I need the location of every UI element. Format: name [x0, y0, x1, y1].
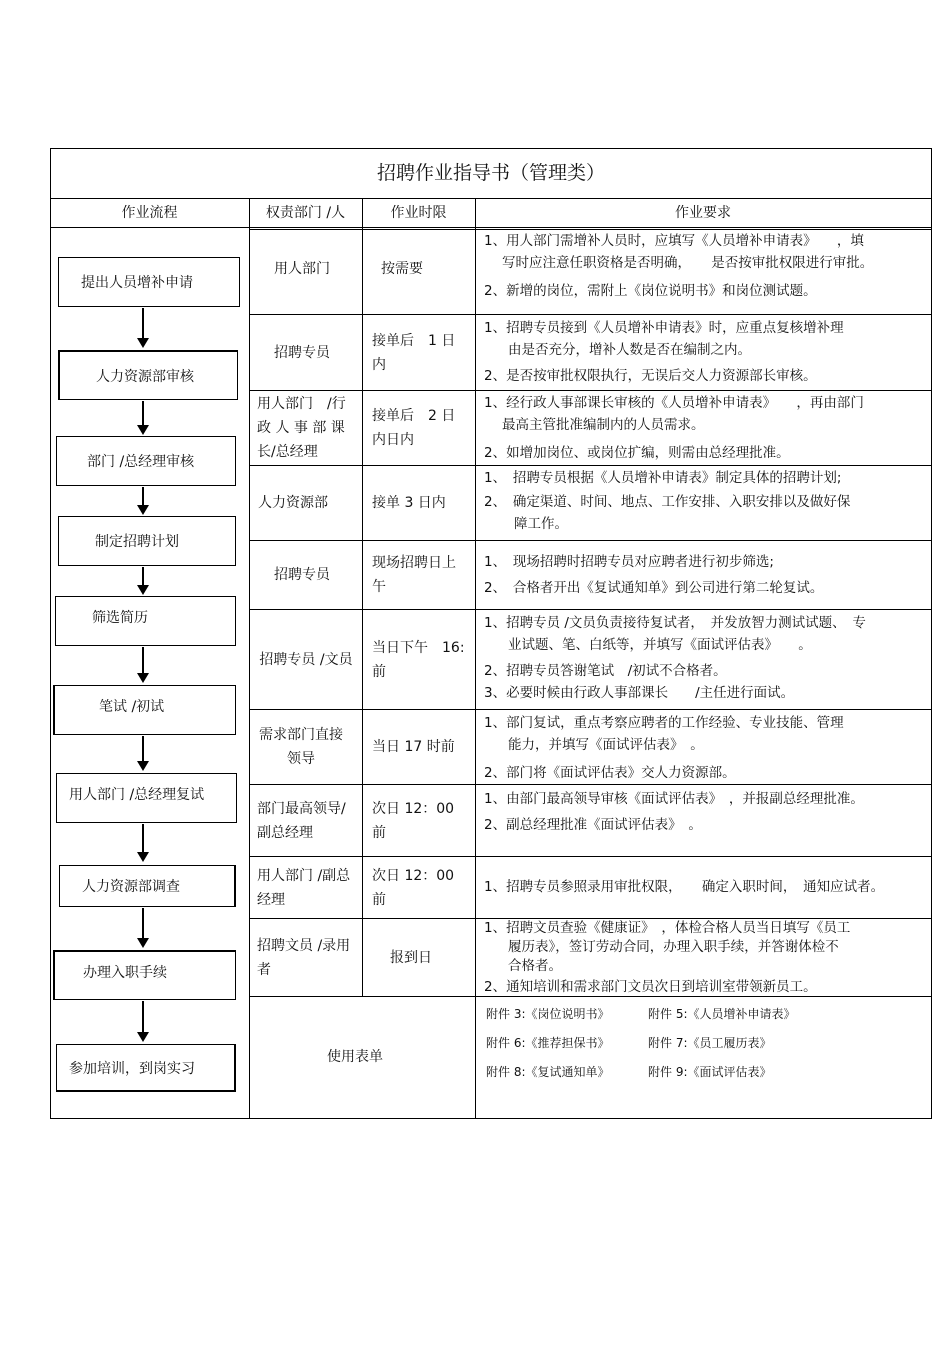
row-requirements: [484, 712, 924, 784]
row-dept: 招聘专员: [274, 567, 330, 583]
row-requirements: [484, 612, 924, 704]
flow-arrow-head: [137, 505, 149, 515]
flow-arrow-head: [137, 761, 149, 771]
row-time: 次日 12：00 前: [372, 800, 455, 841]
flow-step: 用人部门 /总经理复试: [56, 773, 237, 823]
flow-arrow-head: [137, 338, 149, 348]
col-line-1: [249, 199, 250, 1119]
flow-step: 提出人员增补申请: [58, 257, 240, 307]
row-time: 当日 17 时前: [372, 739, 455, 755]
req-line: 1、 现场招聘时招聘专员对应聘者进行初步筛选;: [484, 554, 774, 570]
attachment: 附件 8:《复试通知单》: [486, 1065, 610, 1079]
flow-arrow: [142, 736, 144, 763]
header-requirements: 作业要求: [675, 205, 731, 221]
flow-step: 人力资源部审核: [58, 350, 238, 400]
row-time: 接单 3 日内: [372, 495, 446, 511]
row-time: 接单后 1 日内: [372, 332, 456, 373]
row-requirements: [484, 317, 924, 387]
row-time: 当日下午 16: 前: [372, 639, 465, 680]
req-line: 1、用人部门需增补人员时，应填写《人员增补申请表》 ，填: [484, 233, 864, 249]
row-dept: 用人部门: [274, 261, 330, 277]
row-time: 接单后 2 日内日内: [372, 408, 456, 448]
row-dept: 部门最高领导/副总经理: [257, 800, 346, 841]
flow-arrow: [142, 908, 144, 940]
flow-arrow: [142, 1001, 144, 1034]
row-time: 次日 12：00 前: [372, 867, 455, 908]
row-requirements: [484, 919, 924, 997]
flow-arrow-head: [137, 852, 149, 862]
col-line-2: [362, 199, 363, 996]
req-line: 2、是否按审批权限执行，无误后交人力资源部长审核。: [484, 368, 817, 384]
row-time: 报到日: [390, 949, 432, 966]
header-flow: 作业流程: [121, 205, 178, 221]
table-border-right: [931, 148, 932, 1119]
req-line: 1、 招聘专员根据《人员增补申请表》制定具体的招聘计划;: [484, 470, 842, 486]
row-requirements: [484, 876, 924, 898]
row-dept: 用人部门 /副总经理: [257, 867, 351, 908]
req-line: 最高主管批准编制内的人员需求。: [502, 417, 705, 433]
page-title: 招聘作业指导书（管理类）: [376, 162, 605, 184]
flow-arrow: [142, 401, 144, 427]
flow-arrow-head: [137, 673, 149, 683]
row-sep: [249, 709, 932, 710]
flow-step: 部门 /总经理审核: [56, 436, 236, 486]
table-border-left: [50, 148, 51, 1119]
req-line: 1、招聘专员 /文员负责接待复试者， 并发放智力测试试题、 专: [484, 615, 866, 631]
flow-step: 笔试 /初试: [53, 685, 236, 735]
row-dept: 用人部门 /行政 人 事 部 课长/总经理: [257, 396, 346, 460]
req-line: 业试题、笔、白纸等，并填写《面试评估表》 。: [508, 637, 812, 653]
header-divider: [50, 227, 932, 228]
req-line: 障工作。: [514, 516, 568, 532]
row-requirements: [484, 230, 924, 302]
req-line: 2、部门将《面试评估表》交人力资源部。: [484, 765, 736, 781]
flow-arrow: [142, 567, 144, 587]
table-border-bottom: [50, 1118, 932, 1119]
req-line: 能力，并填写《面试评估表》 。: [508, 737, 704, 753]
header-dept: 权责部门 /人: [265, 205, 346, 221]
row-dept: 需求部门直接领导: [259, 727, 343, 767]
row-dept: 招聘文员 /录用者: [257, 937, 351, 978]
flow-arrow-head: [137, 938, 149, 948]
flow-arrow: [142, 308, 144, 340]
row-requirements: [484, 788, 924, 836]
row-dept: 招聘专员 /文员: [259, 651, 353, 668]
req-line: 2、副总经理批准《面试评估表》 。: [484, 817, 702, 833]
attachment: 附件 6:《推荐担保书》: [486, 1036, 610, 1050]
forms-label: 使用表单: [327, 1049, 383, 1065]
attachment: 附件 3:《岗位说明书》: [486, 1007, 610, 1021]
req-line: 2、新增的岗位，需附上《岗位说明书》和岗位测试题。: [484, 283, 817, 299]
row-time: 按需要: [381, 261, 423, 277]
flow-arrow-head: [137, 1032, 149, 1042]
flow-arrow-head: [137, 585, 149, 595]
flow-arrow: [142, 487, 144, 507]
row-dept: 人力资源部: [258, 495, 328, 511]
req-line: 写时应注意任职资格是否明确， 是否按审批权限进行审批。: [502, 255, 874, 271]
flow-step: 筛选简历: [55, 596, 236, 646]
row-time: 现场招聘日上午: [372, 555, 456, 595]
req-line: 2、通知培训和需求部门文员次日到培训室带领新员工。: [484, 979, 817, 995]
flow-step: 办理入职手续: [53, 950, 236, 1000]
req-line: 2、 确定渠道、时间、地点、工作安排、入职安排以及做好保: [484, 494, 851, 510]
attachment: 附件 5:《人员增补申请表》: [648, 1007, 796, 1021]
attachment: 附件 9:《面试评估表》: [648, 1065, 772, 1079]
req-line: 1、招聘专员参照录用审批权限， 确定入职时间， 通知应试者。: [484, 879, 885, 895]
req-line: 由是否充分，增补人数是否在编制之内。: [508, 342, 751, 358]
req-line: 2、 合格者开出《复试通知单》到公司进行第二轮复试。: [484, 580, 824, 596]
flow-arrow: [142, 824, 144, 854]
flow-arrow: [142, 647, 144, 675]
col-line-3: [475, 199, 476, 1119]
attachment: 附件 7:《员工履历表》: [648, 1036, 772, 1050]
req-line: 1、招聘文员查验《健康证》 ，体检合格人员当日填写《员工: [484, 920, 851, 936]
req-line: 2、招聘专员答谢笔试 /初试不合格者。: [484, 663, 727, 679]
req-line: 1、部门复试，重点考察应聘者的工作经验、专业技能、管理: [484, 715, 844, 731]
flow-step: 制定招聘计划: [58, 516, 236, 566]
req-line: 1、由部门最高领导审核《面试评估表》 ，并报副总经理批准。: [484, 791, 864, 807]
req-line: 履历表》，签订劳动合同，办理入职手续，并答谢体检不: [508, 939, 839, 955]
req-line: 合格者。: [508, 958, 562, 974]
row-dept: 招聘专员: [274, 344, 330, 361]
flow-step: 参加培训，到岗实习: [56, 1044, 236, 1092]
row-requirements: [484, 551, 924, 599]
req-line: 1、招聘专员接到《人员增补申请表》时，应重点复核增补理: [484, 320, 844, 336]
header-time: 作业时限: [390, 205, 447, 221]
req-line: 1、经行政人事部课长审核的《人员增补申请表》 ，再由部门: [484, 395, 864, 411]
flow-arrow-head: [137, 425, 149, 435]
req-line: 3、必要时候由行政人事部课长 /主任进行面试。: [484, 685, 795, 701]
row-requirements: [484, 467, 924, 535]
row-requirements: [484, 392, 924, 464]
req-line: 2、如增加岗位、或岗位扩编，则需由总经理批准。: [484, 445, 790, 461]
flow-step: 人力资源部调查: [59, 865, 236, 907]
